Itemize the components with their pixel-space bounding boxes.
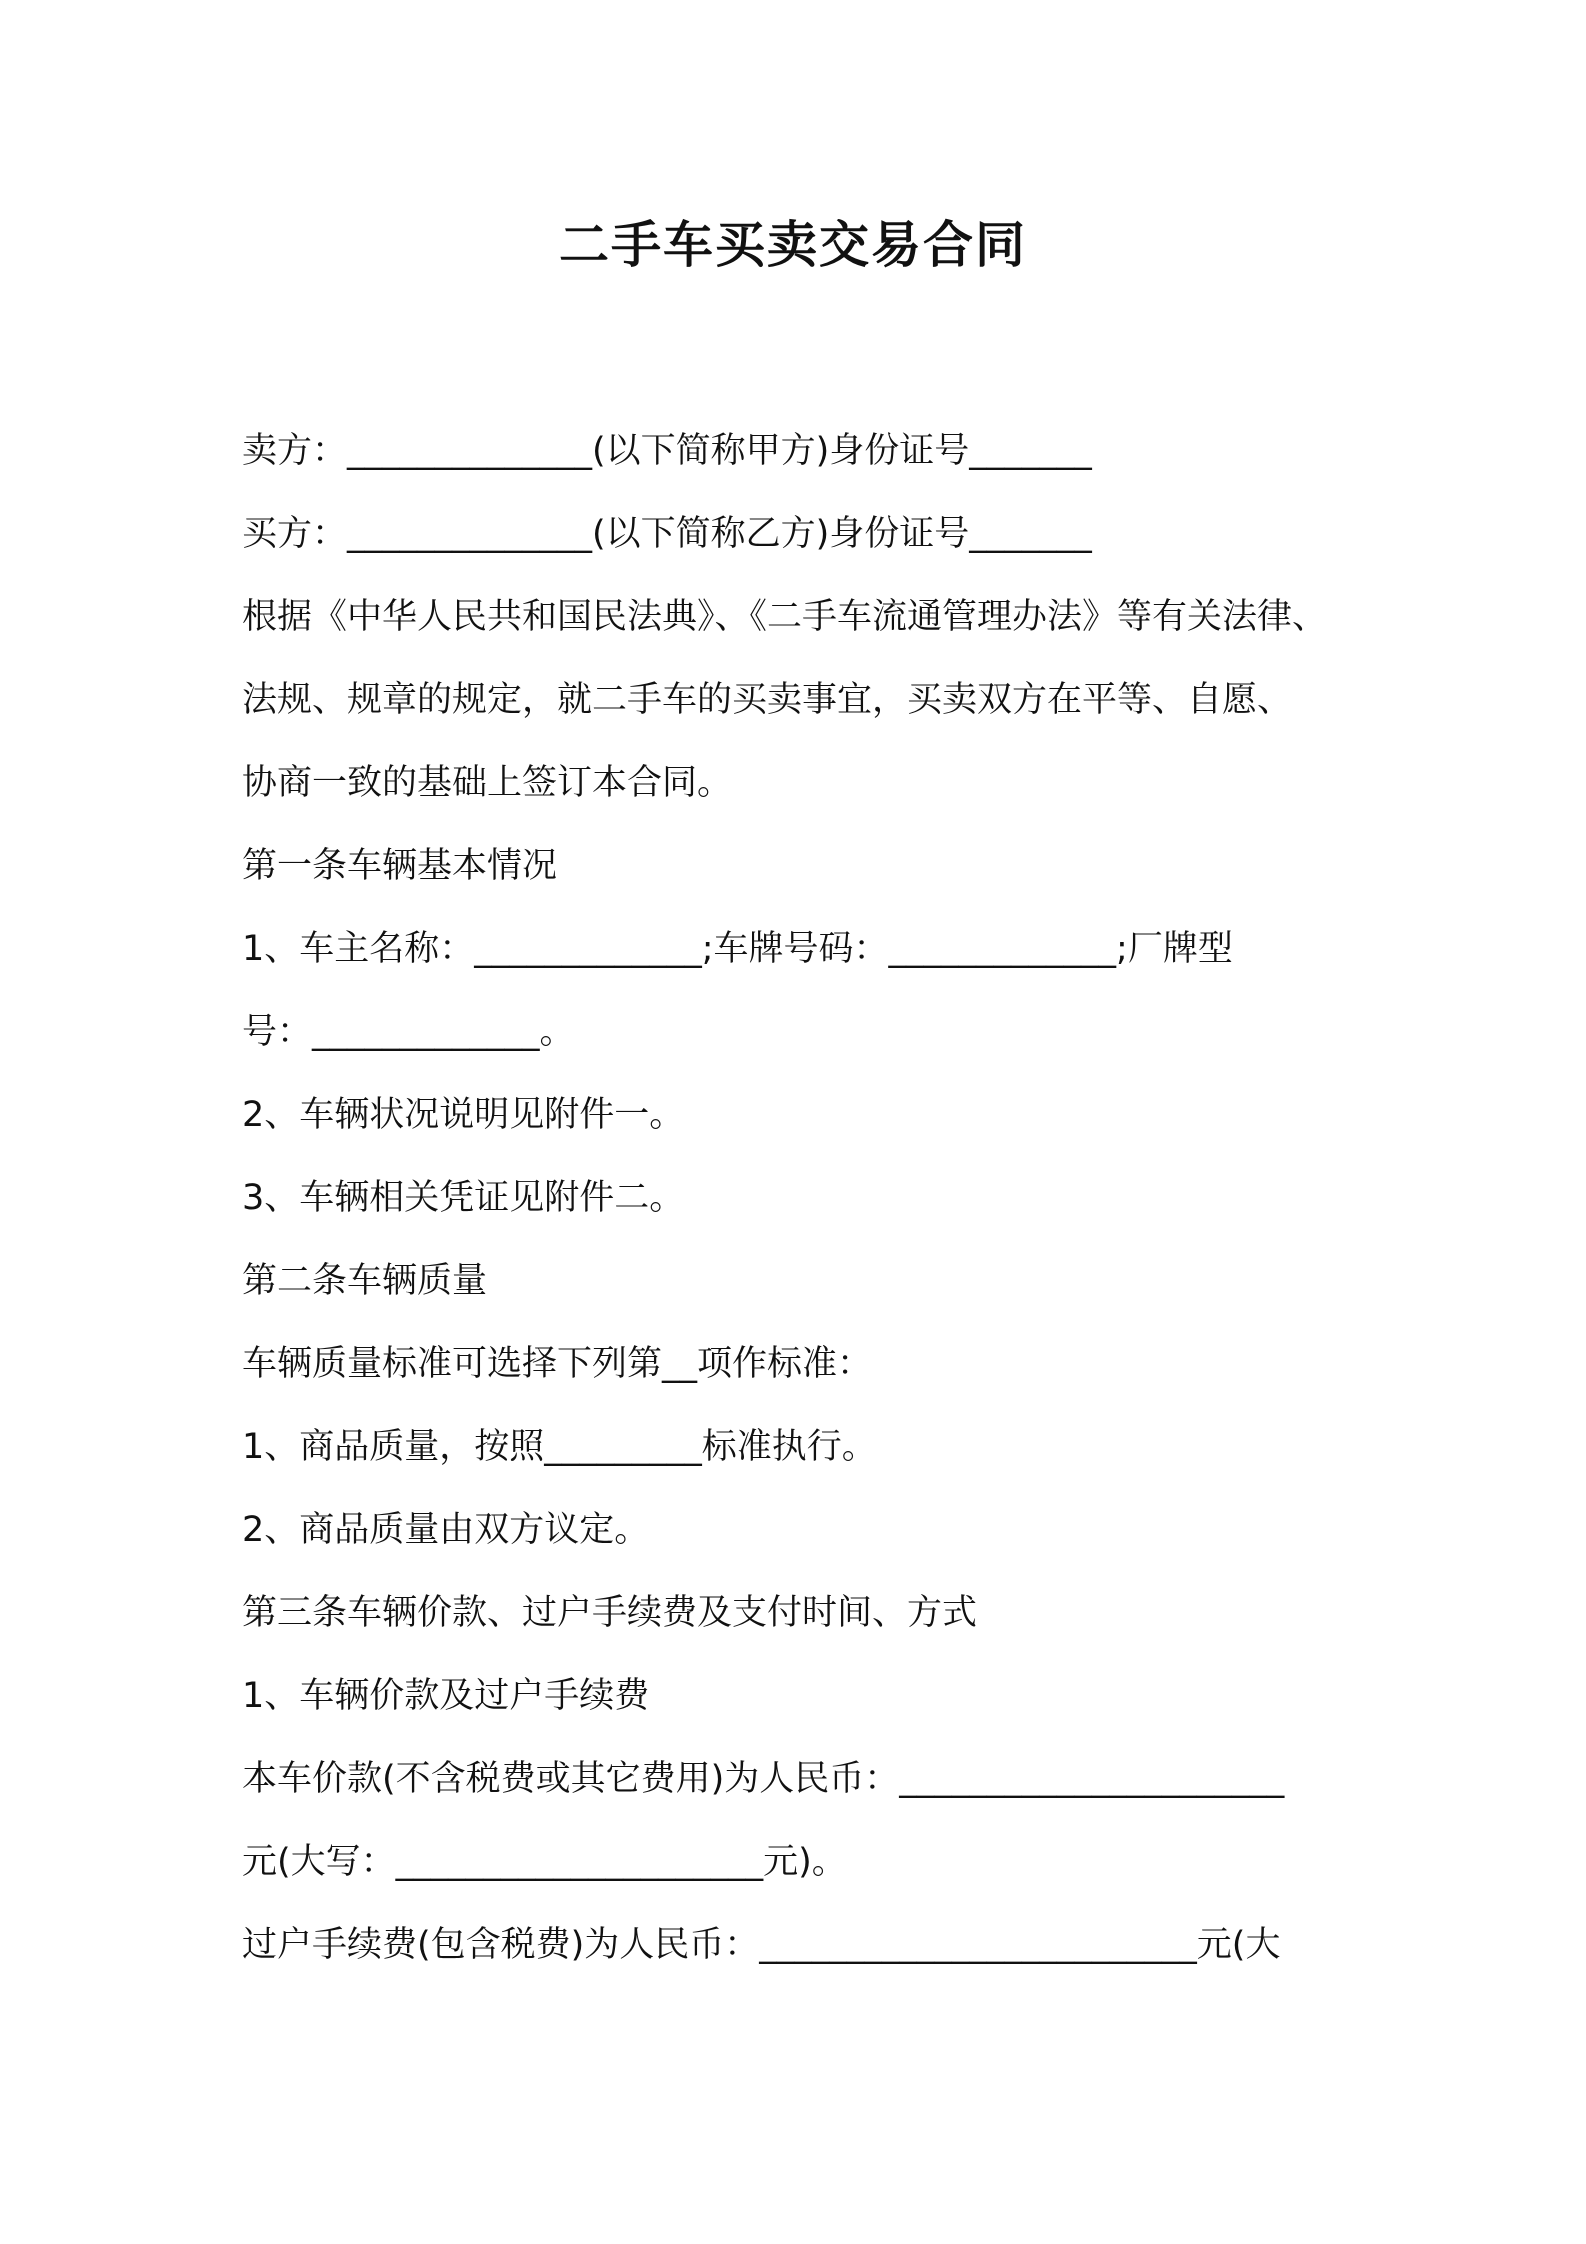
preamble-line-3: 协商一致的基础上签订本合同。 <box>242 763 733 803</box>
seller-line: 卖方：______________(以下简称甲方)身份证号_______ <box>242 431 1092 471</box>
article-1-item-3: 3、车辆相关凭证见附件二。 <box>242 1178 685 1218</box>
buyer-line: 买方：______________(以下简称乙方)身份证号_______ <box>242 514 1092 554</box>
preamble-line-1: 根据《中华人民共和国民法典》、《二手车流通管理办法》等有关法律、 <box>242 597 1328 637</box>
transfer-fee-line: 过户手续费(包含税费)为人民币：_________________________元(大 <box>242 1925 1281 1965</box>
article-2-item-2: 2、商品质量由双方议定。 <box>242 1510 650 1550</box>
document-body <box>242 410 1362 1987</box>
article-1-item-1: 1、车主名称：_____________;车牌号码：_____________;厂牌型 <box>242 929 1233 969</box>
article-1-heading: 第一条车辆基本情况 <box>242 846 558 886</box>
preamble-line-2: 法规、规章的规定，就二手车的买卖事宜，买卖双方在平等、自愿、 <box>242 680 1293 720</box>
document-title: 二手车买卖交易合同 <box>559 216 1027 274</box>
article-2-intro: 车辆质量标准可选择下列第__项作标准： <box>242 1344 873 1384</box>
vehicle-price-line: 本车价款(不含税费或其它费用)为人民币：______________________ <box>242 1759 1285 1799</box>
vehicle-price-words-line: 元(大写：_____________________元)。 <box>242 1842 847 1882</box>
article-3-heading: 第三条车辆价款、过户手续费及支付时间、方式 <box>242 1593 978 1633</box>
article-1-item-2: 2、车辆状况说明见附件一。 <box>242 1095 685 1135</box>
article-3-item-1: 1、车辆价款及过户手续费 <box>242 1676 650 1716</box>
article-2-item-1: 1、商品质量，按照_________标准执行。 <box>242 1427 877 1467</box>
article-1-item-1-cont: 号：_____________。 <box>242 1012 575 1052</box>
article-2-heading: 第二条车辆质量 <box>242 1261 488 1301</box>
